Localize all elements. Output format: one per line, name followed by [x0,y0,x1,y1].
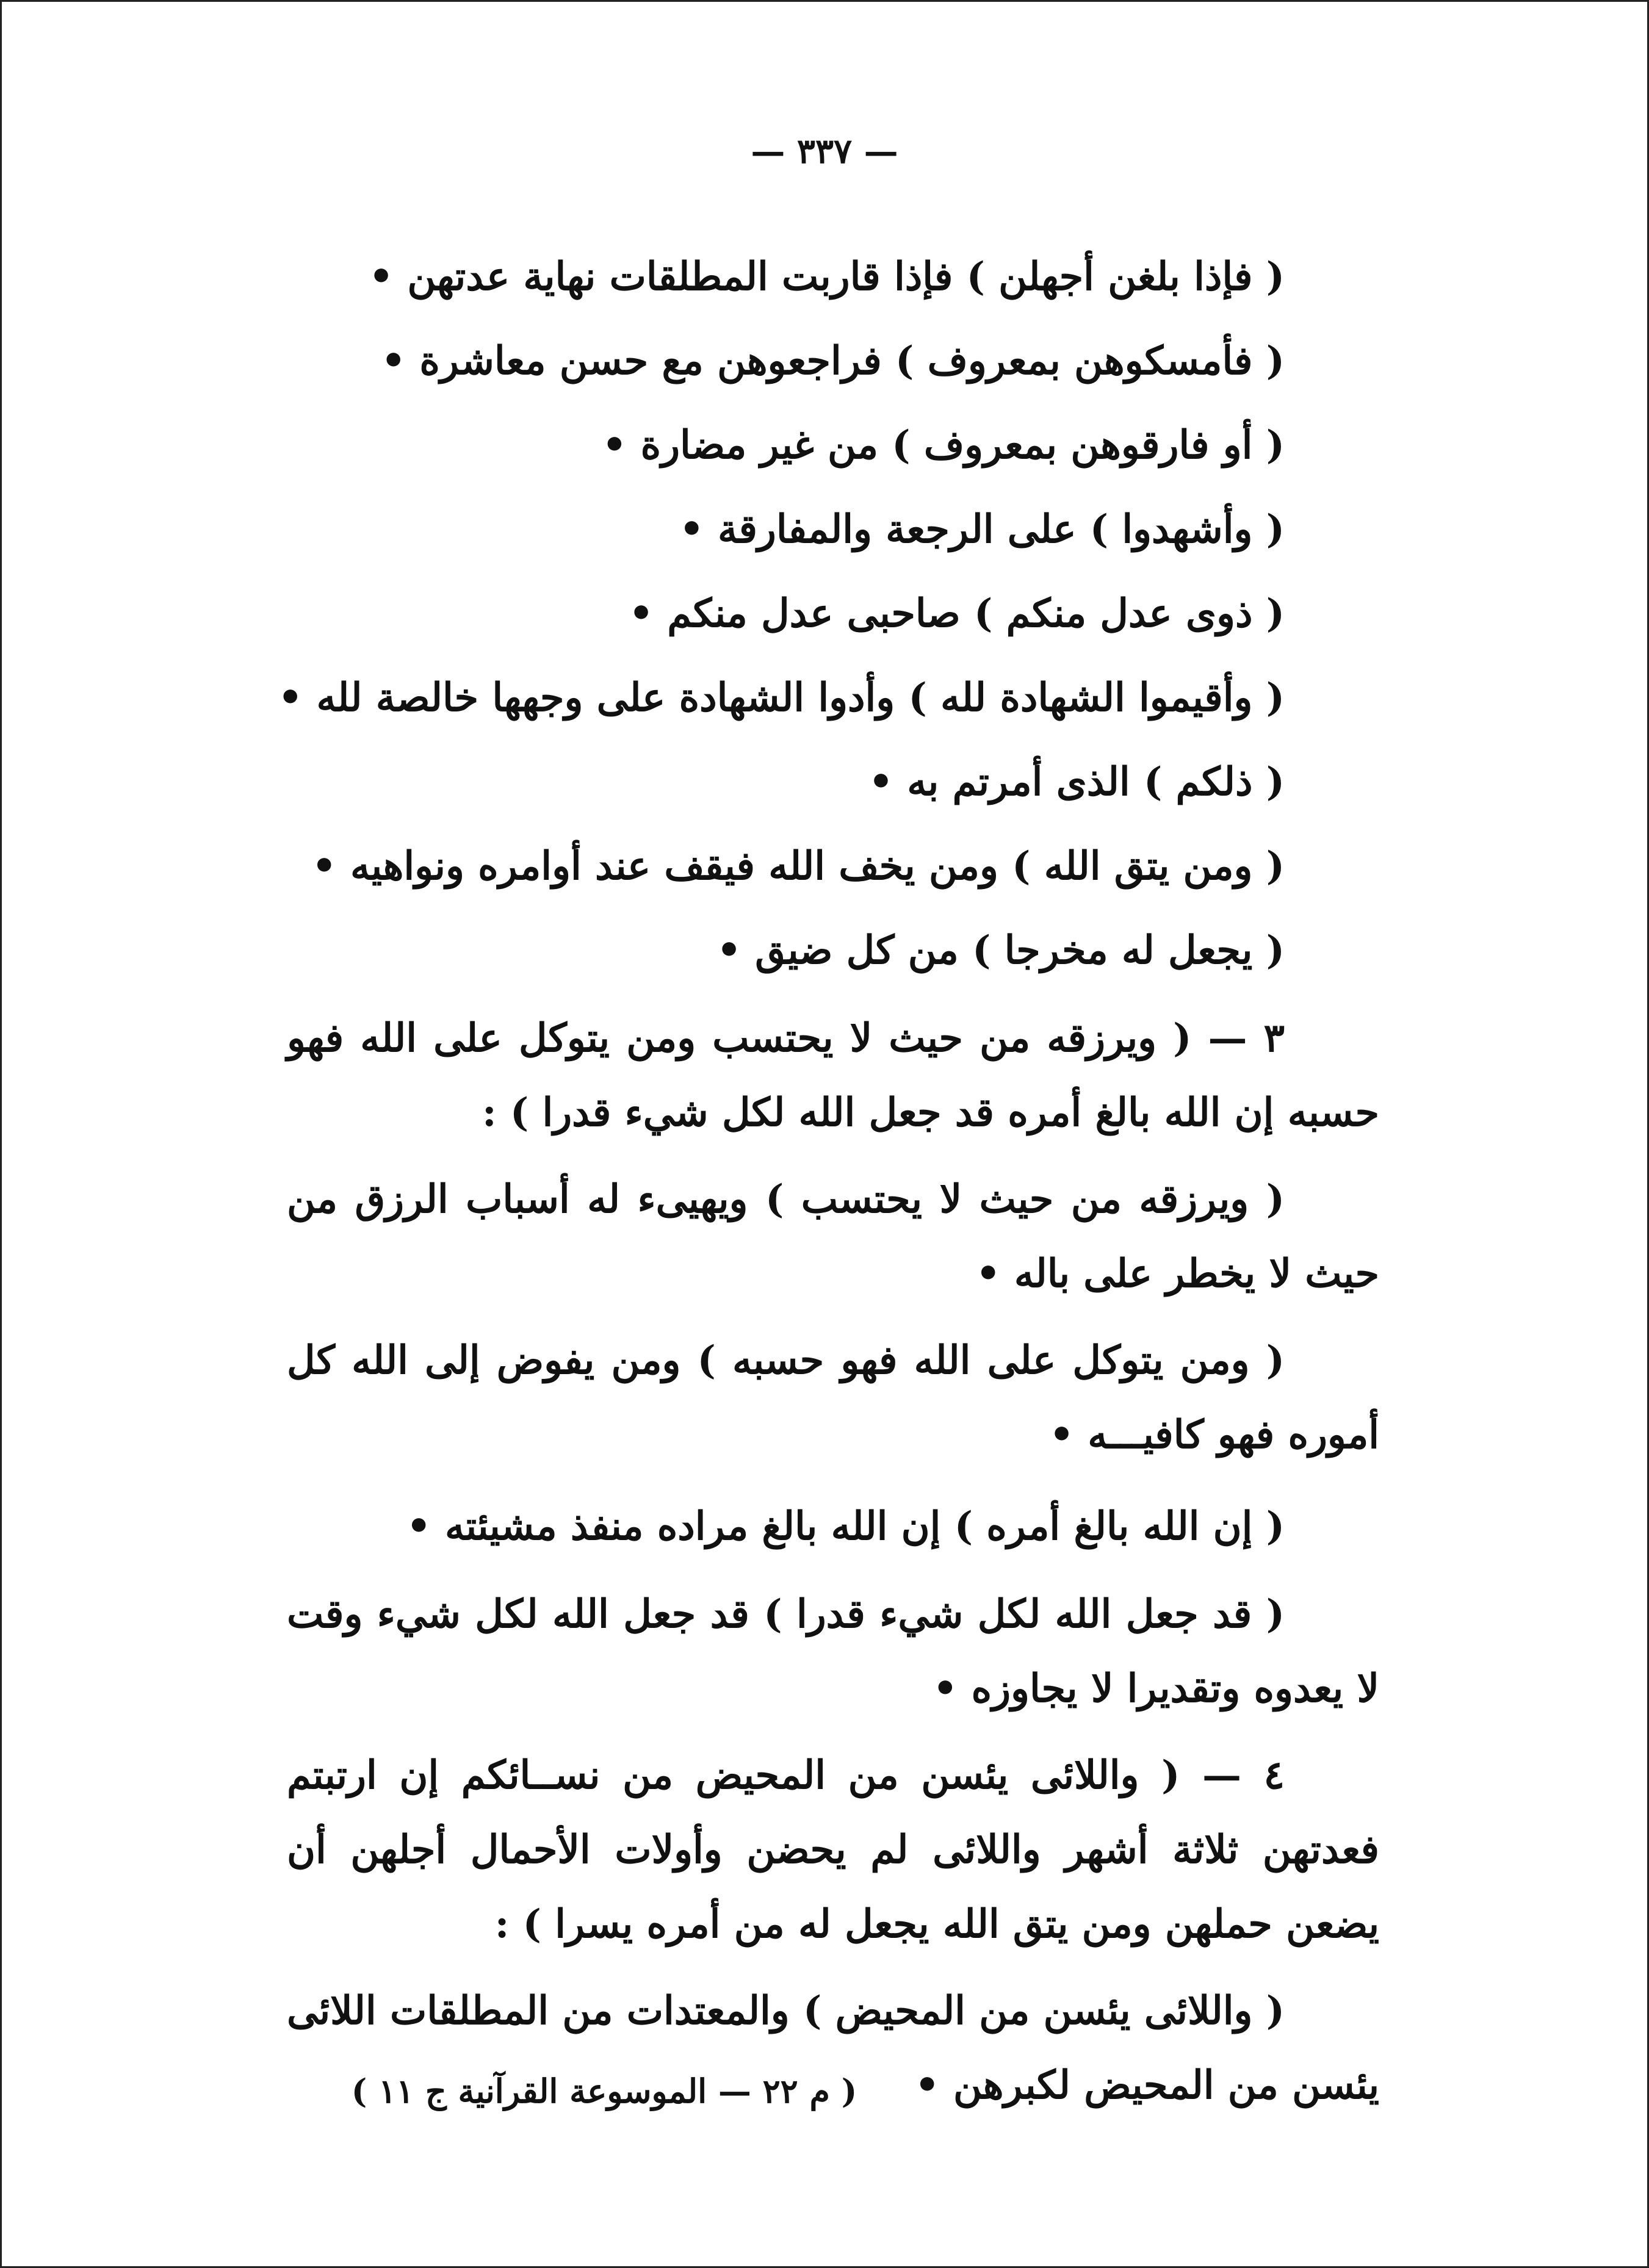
text-line: ( فإذا بلغن أجهلن ) فإذا قاربت المطلقات نهاية عدتهن • [369,254,1285,300]
page-number: — ٣٣٧ — [751,131,898,171]
commentary-paragraph: ( ويرزقه من حيث لا يحتسب ) ويهيىء له أسباب الرزق من حيث لا يخطر على باله • [287,1176,1379,1297]
commentary-paragraph: ( ومن يتوكل على الله فهو حسبه ) ومن يفوض إلى الله كل أموره فهو كافيـــه • [287,1337,1379,1458]
commentary-paragraph: ( قد جعل الله لكل شيء قدرا ) قد جعل الله لكل شيء وقت لا يعدوه وتقديرا لا يجاوزه • [287,1591,1379,1712]
page-body [278,235,1379,2135]
text-line: ( وأقيموا الشهادة لله ) وأدوا الشهادة على وجهها خالصة لله • [278,675,1285,721]
text-line: ( وأشهدوا ) على الرجعة والمفارقة • [679,506,1285,552]
verse-paragraph: ٤ — ( واللائى يئسن من المحيض من نســائكم إن ارتبتم فعدتهن ثلاثة أشهر واللائى لم يحضن وأولات الأحمال أجلهن أن يضعن حملهن ومن يتق الله يجعل له من أمره يسرا ) : [287,1752,1379,1947]
text-line: ( ذوى عدل منكم ) صاحبى عدل منكم • [629,591,1285,636]
commentary-paragraph: ( واللائى يئسن من المحيض ) والمعتدات من المطلقات اللائى يئسن من المحيض لكبرهن • [287,1988,1379,2108]
text-line: ( ومن يتق الله ) ومن يخف الله فيقف عند أوامره ونواهيه • [311,843,1285,889]
text-line: ( ذلكم ) الذى أمرتم به • [868,759,1285,805]
text-line: ( أو فارقوهن بمعروف ) من غير مضارة • [602,422,1285,468]
footer-reference: ( م ٢٢ — الموسوعة القرآنية ج ١١ ) [351,2072,857,2111]
text-line: ( يجعل له مخرجا ) من كل ضيق • [716,927,1285,973]
verse-paragraph: ٣ — ( ويرزقه من حيث لا يحتسب ومن يتوكل على الله فهو حسبه إن الله بالغ أمره قد جعل الله لكل شيء قدرا ) : [287,1015,1379,1136]
text-line: ( فأمسكوهن بمعروف ) فراجعوهن مع حسن معاشرة • [381,338,1285,384]
text-line: ( إن الله بالغ أمره ) إن الله بالغ مراده منفذ مشيئته • [406,1503,1285,1549]
